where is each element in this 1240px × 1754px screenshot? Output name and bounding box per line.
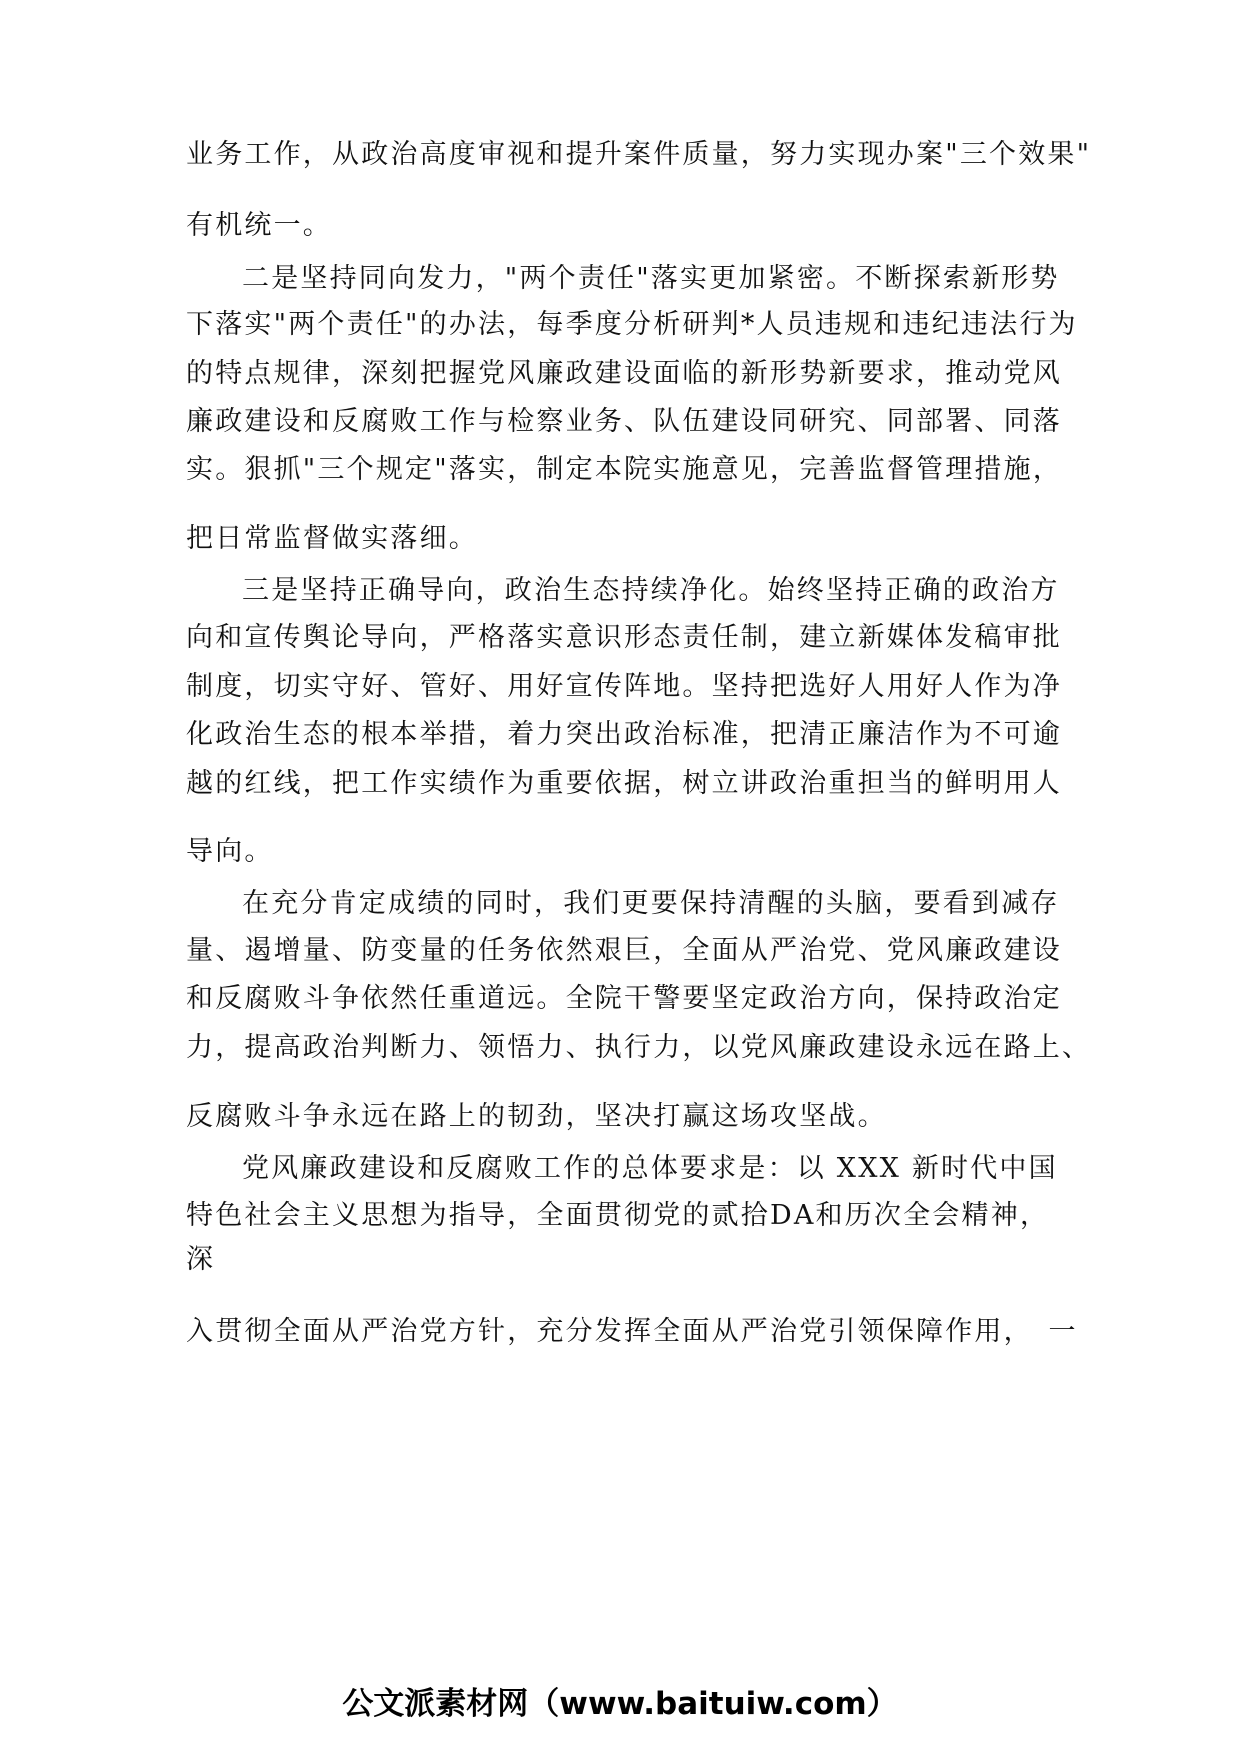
text-line: 和反腐败斗争依然任重道远。全院干警要坚定政治方向，保持政治定 [186,983,1062,1014]
text-line: 化政治生态的根本举措，着力突出政治标准，把清正廉洁作为不可逾 [186,719,1062,750]
text-line: 三是坚持正确导向，政治生态持续净化。始终坚持正确的政治方 [242,575,1060,606]
text-line: 廉政建设和反腐败工作与检察业务、队伍建设同研究、同部署、同落 [186,406,1062,437]
text-line: 入贯彻全面从严治党方针，充分发挥全面从严治党引领保障作用， 一 [186,1316,1078,1347]
text-line: 力，提高政治判断力、领悟力、执行力，以党风廉政建设永远在路上、 [186,1032,1092,1063]
text-line: 把日常监督做实落细。 [186,523,478,554]
text-line: 实。狠抓"三个规定"落实，制定本院实施意见，完善监督管理措施， [186,454,1063,485]
text-line: 在充分肯定成绩的同时，我们更要保持清醒的头脑，要看到减存 [242,888,1060,919]
text-line: 的特点规律，深刻把握党风廉政建设面临的新形势新要求，推动党风 [186,358,1062,389]
text-line: 深 [186,1244,216,1275]
text-line: 有机统一。 [186,210,332,241]
text-line: 导向。 [186,836,274,867]
text-line: 下落实"两个责任"的办法，每季度分析研判*人员违规和违纪违法行为 [186,309,1078,340]
text-line: 向和宣传舆论导向，严格落实意识形态责任制，建立新媒体发稿审批 [186,622,1062,653]
text-line: 二是坚持同向发力，"两个责任"落实更加紧密。不断探索新形势 [242,263,1060,294]
text-line: 量、遏增量、防变量的任务依然艰巨，全面从严治党、党风廉政建设 [186,935,1062,966]
text-line: 制度，切实守好、管好、用好宣传阵地。坚持把选好人用好人作为净 [186,671,1062,702]
text-line: 业务工作，从政治高度审视和提升案件质量，努力实现办案"三个效果" [186,139,1092,170]
text-line: 反腐败斗争永远在路上的韧劲，坚决打赢这场攻坚战。 [186,1101,887,1132]
footer-watermark: 公文派素材网（www.baituiw.com） [342,1686,898,1722]
text-line: 越的红线，把工作实绩作为重要依据，树立讲政治重担当的鲜明用人 [186,768,1062,799]
text-line: 党风廉政建设和反腐败工作的总体要求是：以 XXX 新时代中国 [242,1153,1058,1184]
text-line: 特色社会主义思想为指导，全面贯彻党的贰拾DA和历次全会精神， [186,1200,1050,1231]
